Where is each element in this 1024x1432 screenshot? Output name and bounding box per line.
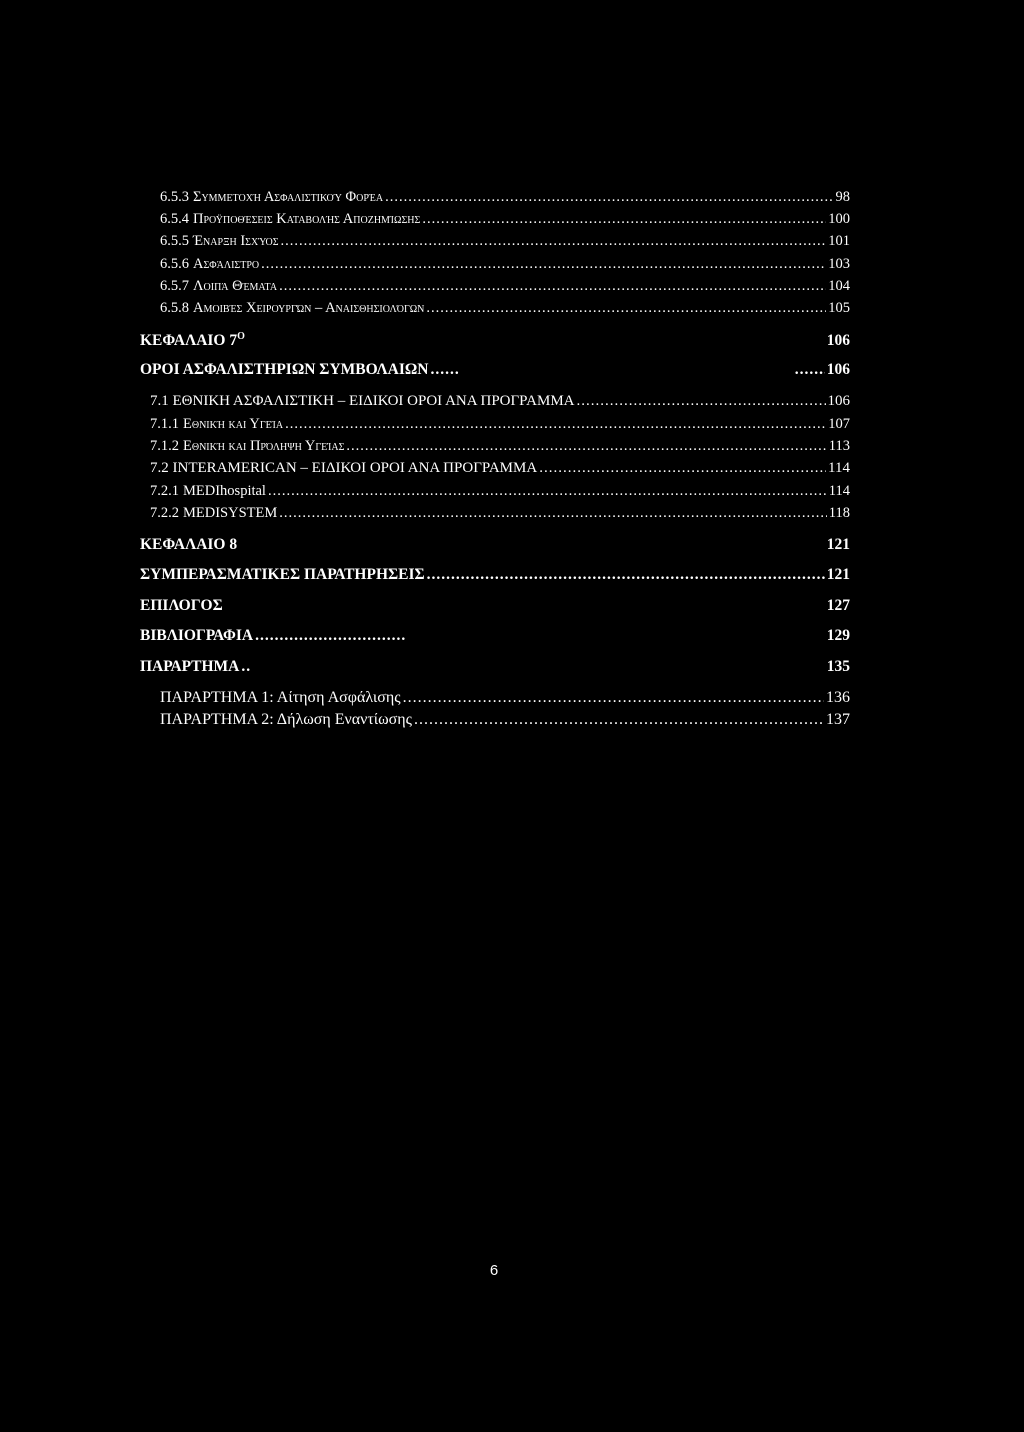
toc-entry-page: 98 <box>835 189 850 205</box>
toc-appendix-entry[interactable] <box>160 689 850 707</box>
toc-entry-title: Συμμετοχή Ασφαλιστικού Φορέα <box>193 189 384 205</box>
toc-entry-page: 129 <box>826 627 850 644</box>
toc-entry-title: 7.2 INTERAMERICAN – ΕΙΔΙΚΟΙ ΟΡΟΙ ΑΝΑ ΠΡΟΓΡΑΜΜΑ <box>150 460 538 476</box>
dot-leader <box>385 189 833 206</box>
toc-entry-title: MEDISYSTEM <box>183 505 278 521</box>
toc-entry[interactable] <box>160 189 850 206</box>
dot-leader <box>539 460 826 477</box>
toc-chapter-entry[interactable] <box>140 597 850 615</box>
toc-entry[interactable] <box>150 483 850 500</box>
page-number: 6 <box>489 1262 499 1279</box>
dot-leader <box>577 393 826 410</box>
toc-entry-page: 118 <box>828 505 850 521</box>
toc-section-entry[interactable] <box>150 393 850 410</box>
dot-leader <box>241 658 251 676</box>
dot-leader <box>426 300 826 317</box>
toc-entry[interactable] <box>150 438 850 455</box>
toc-entry[interactable] <box>160 278 850 295</box>
toc-entry-title: Αμοιβές Χειρουργών – Αναισθησιολόγων <box>193 300 425 316</box>
toc-entry-title: ΕΠΙΛΟΓΟΣ <box>140 597 223 614</box>
dot-leader <box>261 256 826 273</box>
dot-leader <box>281 233 827 250</box>
dot-leader <box>403 689 824 707</box>
toc-entry-page: 135 <box>826 658 850 675</box>
toc-entry-page: 136 <box>826 689 850 706</box>
toc-entry-number: 7.1.2 <box>150 438 179 454</box>
toc-entry[interactable] <box>160 300 850 317</box>
toc-entry-title: ΚΕΦΑΛΑΙΟ 7 <box>140 332 238 349</box>
toc-entry-number: 6.5.5 <box>160 233 189 249</box>
toc-entry-title: 7.1 ΕΘΝΙΚΗ ΑΣΦΑΛΙΣΤΙΚΗ – ΕΙΔΙΚΟΙ ΟΡΟΙ ΑΝΑ ΠΡΟΓΡΑΜΜΑ <box>150 393 575 409</box>
toc-entry-title: ΚΕΦΑΛΑΙΟ 8 <box>140 536 238 553</box>
toc-chapter-entry[interactable] <box>140 361 850 379</box>
toc-entry-title: Εθνική και Πρόληψη Υγείας <box>183 438 345 454</box>
toc-entry-number: 6.5.7 <box>160 278 189 294</box>
toc-entry-page: 101 <box>828 233 850 249</box>
toc-chapter-entry[interactable] <box>140 658 850 676</box>
dot-leader <box>255 627 405 645</box>
toc-entry-page: 106 <box>827 393 850 409</box>
toc-entry-title: Έναρξη Ισχύος <box>193 233 279 249</box>
toc-entry-title: ΣΥΜΠΕΡΑΣΜΑΤΙΚΕΣ ΠΑΡΑΤΗΡΗΣΕΙΣ <box>140 566 425 583</box>
toc-entry-page: 106 <box>826 361 850 378</box>
dot-leader <box>427 566 825 584</box>
toc-entry[interactable] <box>160 256 850 273</box>
toc-entry-title: Λοιπά Θέματα <box>193 278 278 294</box>
toc-entry-superscript: Ο <box>237 330 245 342</box>
toc-entry-number: 6.5.6 <box>160 256 189 272</box>
toc-chapter-entry[interactable] <box>140 332 850 350</box>
toc-chapter-entry[interactable] <box>140 627 850 645</box>
dot-leader <box>279 278 826 295</box>
toc-entry-number: 6.5.4 <box>160 211 189 227</box>
toc-entry-title: MEDIhospital <box>183 483 266 499</box>
toc-entry-page: 104 <box>828 278 850 294</box>
toc-entry[interactable] <box>160 211 850 228</box>
toc-entry-title: ΠΑΡΑΡΤΗΜΑ 1: Αίτηση Ασφάλισης <box>160 689 401 706</box>
toc-entry-page: 121 <box>826 566 850 583</box>
toc-entry-page: 121 <box>826 536 850 553</box>
toc-entry[interactable] <box>150 505 850 522</box>
toc-entry-page: 103 <box>828 256 850 272</box>
dot-leader <box>285 416 826 433</box>
toc-entry-number: 7.2.1 <box>150 483 179 499</box>
toc-section-entry[interactable] <box>150 460 850 477</box>
dot-leader <box>279 505 827 522</box>
dot-leader <box>422 211 826 228</box>
toc-entry-number: 7.1.1 <box>150 416 179 432</box>
toc-entry-title: ΠΑΡΑΡΤΗΜΑ <box>140 658 240 675</box>
toc-entry-title: Προϋποθέσεις Καταβολής Αποζημίωσης <box>193 211 421 227</box>
dot-leader <box>414 711 824 729</box>
toc-appendix-entry[interactable] <box>160 711 850 729</box>
toc-entry-page: 105 <box>828 300 850 316</box>
toc-entry-page: 137 <box>826 711 850 728</box>
dot-leader <box>346 438 826 455</box>
toc-entry-title: ΟΡΟΙ ΑΣΦΑΛΙΣΤΗΡΙΩΝ ΣΥΜΒΟΛΑΙΩΝ <box>140 361 429 378</box>
toc-entry-title: Ασφάλιστρο <box>193 256 260 272</box>
toc-entry[interactable] <box>160 233 850 250</box>
toc-chapter-entry[interactable] <box>140 536 850 554</box>
toc-entry-page: 106 <box>826 332 850 349</box>
dot-leader <box>795 361 825 379</box>
toc-entry[interactable] <box>150 416 850 433</box>
toc-entry-page: 100 <box>828 211 850 227</box>
toc-entry-page: 114 <box>828 483 850 499</box>
toc-entry-page: 113 <box>828 438 850 454</box>
toc-chapter-entry[interactable] <box>140 566 850 584</box>
toc-entry-page: 107 <box>828 416 850 432</box>
toc-entry-number: 6.5.8 <box>160 300 189 316</box>
dot-leader <box>430 361 460 379</box>
toc-entry-number: 7.2.2 <box>150 505 179 521</box>
dot-leader <box>268 483 827 500</box>
toc-entry-number: 6.5.3 <box>160 189 189 205</box>
toc-entry-page: 114 <box>828 460 850 476</box>
toc-entry-title: ΒΙΒΛΙΟΓΡΑΦΙΑ <box>140 627 254 644</box>
toc-entry-title: ΠΑΡΑΡΤΗΜΑ 2: Δήλωση Εναντίωσης <box>160 711 412 728</box>
toc-entry-title: Εθνική και Υγεία <box>183 416 284 432</box>
toc-entry-page: 127 <box>826 597 850 614</box>
